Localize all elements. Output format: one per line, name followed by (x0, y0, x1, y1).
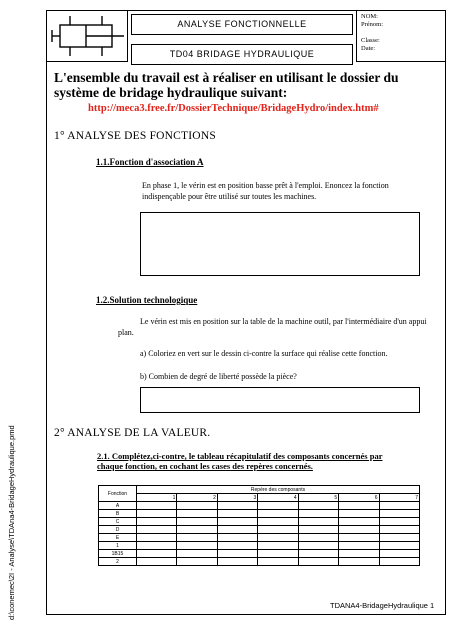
row-label: A (99, 502, 137, 510)
student-info-box (356, 10, 446, 62)
check-cell[interactable] (177, 534, 217, 542)
check-cell[interactable] (217, 510, 257, 518)
check-cell[interactable] (217, 518, 257, 526)
check-cell[interactable] (177, 550, 217, 558)
check-cell[interactable] (258, 542, 298, 550)
check-cell[interactable] (217, 534, 257, 542)
field-date: Date: (361, 45, 376, 52)
table-row (99, 558, 420, 566)
table-row (99, 526, 420, 534)
document-title: ANALYSE FONCTIONNELLE (131, 14, 353, 35)
subsection-1-2-title: 1.2.Solution technologique (96, 295, 198, 305)
check-cell[interactable] (339, 510, 379, 518)
field-nom: NOM: (361, 13, 378, 20)
check-cell[interactable] (137, 542, 177, 550)
check-cell[interactable] (379, 542, 419, 550)
row-label: B (99, 510, 137, 518)
table-col-number: 1 (137, 494, 177, 502)
row-label: D (99, 526, 137, 534)
check-cell[interactable] (258, 510, 298, 518)
check-cell[interactable] (258, 526, 298, 534)
check-cell[interactable] (379, 558, 419, 566)
subsection-1-2-text: Le vérin est mis en position sur la table de la machine outil, par l'intermédiaire d'un appui plan. (118, 317, 427, 337)
check-cell[interactable] (298, 534, 338, 542)
check-cell[interactable] (137, 502, 177, 510)
intro-text: L'ensemble du travail est à réaliser en utilisant le dossier du système de bridage hydraulique suivant: (54, 70, 399, 100)
row-label: 1 (99, 542, 137, 550)
field-prenom: Prénom: (361, 21, 384, 28)
check-cell[interactable] (217, 542, 257, 550)
check-cell[interactable] (177, 558, 217, 566)
table-col-number: 3 (217, 494, 257, 502)
table-row (99, 510, 420, 518)
row-label: E (99, 534, 137, 542)
check-cell[interactable] (379, 526, 419, 534)
dossier-link[interactable]: http://meca3.free.fr/DossierTechnique/BridageHydro/index.htm# (88, 103, 379, 114)
check-cell[interactable] (339, 518, 379, 526)
check-cell[interactable] (177, 542, 217, 550)
check-cell[interactable] (298, 558, 338, 566)
row-label: 2 (99, 558, 137, 566)
document-subtitle: TD04 BRIDAGE HYDRAULIQUE (131, 44, 353, 65)
check-cell[interactable] (339, 534, 379, 542)
table-col-number: 5 (298, 494, 338, 502)
file-path-margin: d:\conemec\2I - Analyse\TDAna4-BridageHydraulique.pmd (7, 425, 16, 620)
check-cell[interactable] (379, 502, 419, 510)
answer-box-1-2b[interactable] (140, 387, 420, 413)
check-cell[interactable] (177, 510, 217, 518)
row-label: 1B15 (99, 550, 137, 558)
answer-box-1-1[interactable] (140, 212, 420, 276)
check-cell[interactable] (217, 502, 257, 510)
check-cell[interactable] (137, 518, 177, 526)
table-col-number: 4 (258, 494, 298, 502)
check-cell[interactable] (339, 558, 379, 566)
check-cell[interactable] (258, 558, 298, 566)
question-a: a) Coloriez en vert sur le dessin ci-contre la surface qui réalise cette fonction. (140, 349, 388, 358)
check-cell[interactable] (339, 526, 379, 534)
check-cell[interactable] (217, 550, 257, 558)
table-row (99, 502, 420, 510)
check-cell[interactable] (379, 550, 419, 558)
check-cell[interactable] (137, 526, 177, 534)
subsection-1-1-title: 1.1.Fonction d'association A (96, 157, 204, 167)
table-col-number: 2 (177, 494, 217, 502)
table-header-reperes: Repère des composants (137, 486, 420, 494)
check-cell[interactable] (258, 550, 298, 558)
hydraulic-symbol-logo (46, 10, 128, 62)
subsection-1-1-text: En phase 1, le vérin est en position basse prêt à l'emploi. Enoncez la fonction indispençable pour être utilisé sur toutes les machines. (142, 181, 389, 201)
row-label: C (99, 518, 137, 526)
table-row (99, 550, 420, 558)
check-cell[interactable] (339, 542, 379, 550)
check-cell[interactable] (137, 558, 177, 566)
section1-title: 1° ANALYSE DES FONCTIONS (54, 130, 216, 142)
table-header-fonction: Fonction (99, 486, 137, 502)
check-cell[interactable] (177, 518, 217, 526)
field-classe: Classe: (361, 37, 380, 44)
check-cell[interactable] (379, 518, 419, 526)
table-col-number: 6 (339, 494, 379, 502)
table-col-number: 7 (379, 494, 419, 502)
check-cell[interactable] (298, 510, 338, 518)
page-footer: TDANA4-BridageHydraulique 1 (330, 601, 435, 610)
components-table (98, 485, 420, 566)
check-cell[interactable] (258, 534, 298, 542)
check-cell[interactable] (339, 502, 379, 510)
check-cell[interactable] (137, 550, 177, 558)
table-row (99, 518, 420, 526)
check-cell[interactable] (217, 558, 257, 566)
check-cell[interactable] (298, 518, 338, 526)
check-cell[interactable] (298, 526, 338, 534)
question-b: b) Combien de degré de liberté possède la pièce? (140, 372, 297, 381)
check-cell[interactable] (258, 518, 298, 526)
check-cell[interactable] (298, 550, 338, 558)
check-cell[interactable] (177, 526, 217, 534)
check-cell[interactable] (177, 502, 217, 510)
check-cell[interactable] (137, 510, 177, 518)
section2-title: 2° ANALYSE DE LA VALEUR. (54, 427, 211, 439)
check-cell[interactable] (379, 510, 419, 518)
check-cell[interactable] (298, 502, 338, 510)
table-row (99, 534, 420, 542)
check-cell[interactable] (379, 534, 419, 542)
table-row (99, 542, 420, 550)
check-cell[interactable] (137, 534, 177, 542)
check-cell[interactable] (258, 502, 298, 510)
check-cell[interactable] (217, 526, 257, 534)
check-cell[interactable] (339, 550, 379, 558)
check-cell[interactable] (298, 542, 338, 550)
subsection-2-1-text: 2.1. Complétez,ci-contre, le tableau récapitulatif des composants concernés par chaque fonction, en cochant les cases des repères concernés. (97, 451, 383, 471)
